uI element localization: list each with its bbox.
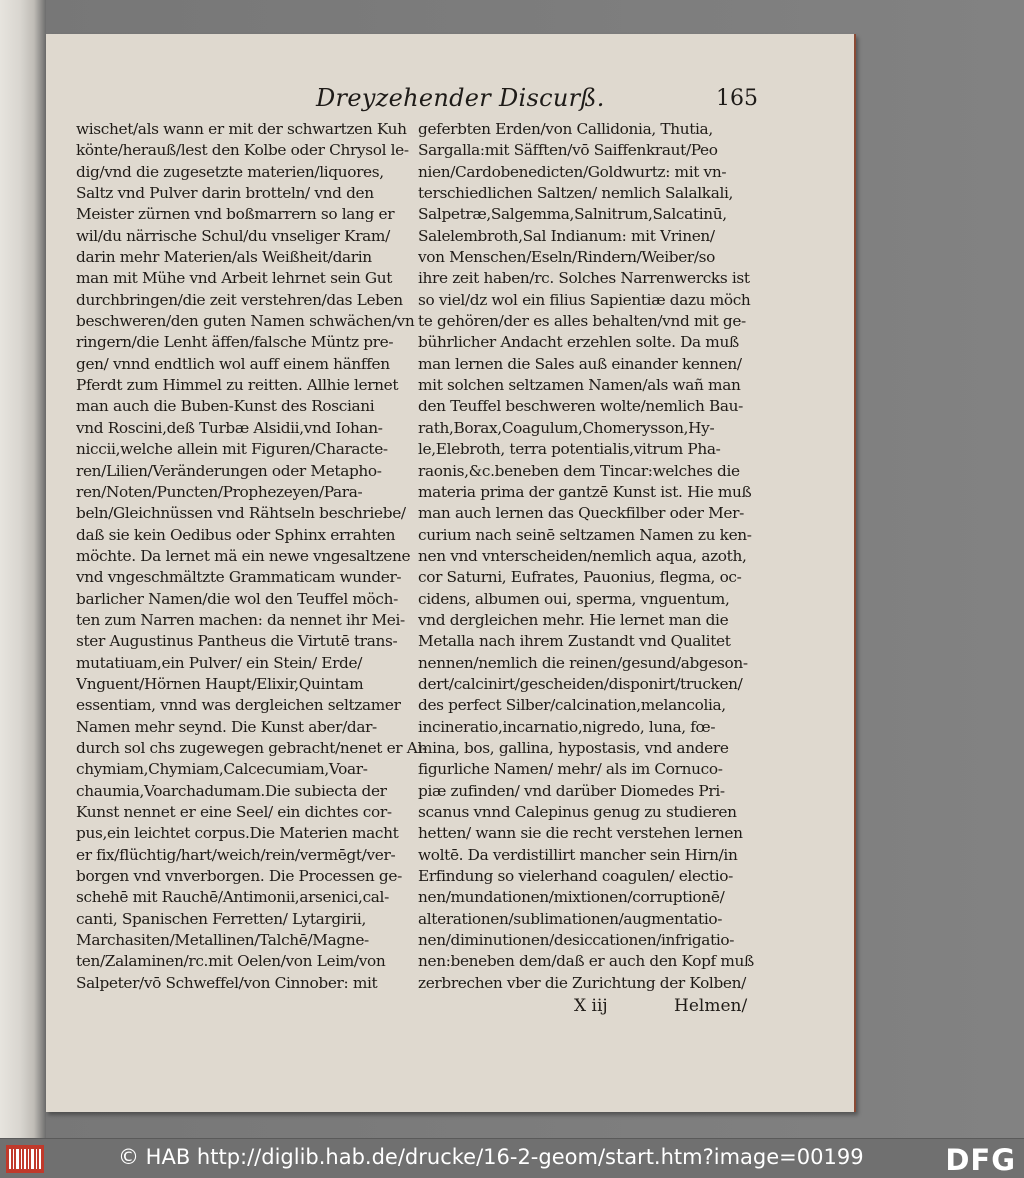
text-line: Namen mehr seynd. Die Kunst aber/dar- [76, 717, 377, 736]
text-line: Meister zürnen vnd boßmarrern so lang er [76, 205, 395, 224]
text-line: hetten/ wann sie die recht verstehen lernen [418, 824, 743, 843]
text-line: alterationen/sublimationen/augmentatio- [418, 909, 723, 928]
text-line: Salpetræ,Salgemma,Salnitrum,Salcatinū, [418, 205, 727, 224]
text-line: zerbrechen vber die Zurichtung der Kolben/ [418, 973, 746, 992]
text-line: ihre zeit haben/rc. Solches Narrenwercks ist [418, 269, 750, 288]
dfg-logo: DFG [945, 1143, 1016, 1177]
text-line: barlicher Namen/die wol den Teuffel möch- [76, 589, 398, 608]
text-line: des perfect Silber/calcination,melancolia, [418, 696, 726, 715]
text-line: dert/calcinirt/gescheiden/disponirt/trucken/ [418, 674, 743, 693]
text-line: materia prima der gantzē Kunst ist. Hie muß [418, 482, 752, 501]
text-line: den Teuffel beschweren wolte/nemlich Bau- [418, 397, 744, 416]
text-line: curium nach seinē seltzamen Namen zu ken- [418, 525, 752, 544]
text-line: figurliche Namen/ mehr/ als im Cornuco- [418, 760, 723, 779]
text-line: man mit Mühe vnd Arbeit lehrnet sein Gut [76, 269, 393, 288]
text-line: Salelembroth,Sal Indianum: mit Vrinen/ [418, 226, 715, 245]
text-line: incineratio,incarnatio,nigredo, luna, fœ- [418, 717, 716, 736]
text-line: essentiam, vnnd was dergleichen seltzamer [76, 696, 401, 715]
text-line: canti, Spanischen Ferretten/ Lytargirii, [76, 909, 366, 928]
text-line: gen/ vnnd endtlich wol auff einem hänffen [76, 354, 390, 373]
text-line: nen/mundationen/mixtionen/corruptionē/ [418, 888, 725, 907]
text-line: Marchasiten/Metallinen/Talchē/Magne- [76, 931, 369, 950]
text-line: ten/Zalaminen/rc.mit Oelen/von Leim/von [76, 952, 386, 971]
text-line: so viel/dz wol ein filius Sapientiæ dazu möch [418, 290, 751, 309]
text-line: chymiam,Chymiam,Calcecumiam,Voar- [76, 760, 368, 779]
text-line: Erfindung so vielerhand coagulen/ electio- [418, 867, 733, 886]
text-line: cidens, albumen oui, sperma, vnguentum, [418, 589, 730, 608]
text-line: möchte. Da lernet mä ein newe vngesaltzene [76, 546, 411, 565]
text-line: nen/diminutionen/desiccationen/infrigatio- [418, 931, 735, 950]
text-line: mina, bos, gallina, hypostasis, vnd andere [418, 738, 729, 757]
text-line: cor Saturni, Eufrates, Pauonius, flegma, oc- [418, 568, 742, 587]
text-line: borgen vnd vnverborgen. Die Processen ge- [76, 867, 402, 886]
text-line: geferbten Erden/von Callidonia, Thutia, [418, 120, 713, 138]
text-line: terschiedlichen Saltzen/ nemlich Salalkali, [418, 184, 734, 203]
facing-page-edge [0, 0, 46, 1138]
text-line: vnd Roscini,deß Turbæ Alsidii,vnd Iohan- [76, 418, 383, 437]
text-line: le,Elebroth, terra potentialis,vitrum Pha- [418, 440, 721, 459]
text-line: scanus vnnd Calepinus genug zu studieren [418, 803, 737, 821]
text-line: nen vnd vnterscheiden/nemlich aqua, azoth, [418, 546, 747, 565]
text-line: nennen/nemlich die reinen/gesund/abgeson- [418, 653, 748, 672]
text-line: vnd vngeschmältzte Grammaticam wunder- [76, 568, 402, 587]
text-line: ringern/die Lenht äffen/falsche Müntz pre- [76, 333, 394, 352]
copyright-link[interactable]: © HAB http://diglib.hab.de/drucke/16-2-geom/start.htm?image=00199 [118, 1145, 864, 1169]
text-line: chaumia,Voarchadumam.Die subiecta der [76, 781, 387, 800]
text-line: raonis,&c.beneben dem Tincar:welches die [418, 461, 740, 480]
text-line: mit solchen seltzamen Namen/als wañ man [418, 376, 741, 395]
text-line: vnd dergleichen mehr. Hie lernet man die [418, 610, 729, 629]
page-number: 165 [716, 86, 758, 111]
text-line: te gehören/der es alles behalten/vnd mit ge- [418, 312, 746, 331]
text-line: Metalla nach ihrem Zustandt vnd Qualitet [418, 632, 731, 651]
text-line: Salpeter/vō Schweffel/von Cinnober: mit [76, 973, 378, 992]
text-line: beschweren/den guten Namen schwächen/vn [76, 312, 415, 331]
text-line: Kunst nennet er eine Seel/ ein dichtes cor- [76, 803, 392, 821]
text-line: Saltz vnd Pulver darin brotteln/ vnd den [76, 184, 374, 203]
text-line: Pferdt zum Himmel zu reitten. Allhie lernet [76, 376, 399, 395]
text-line: mutatiuam,ein Pulver/ ein Stein/ Erde/ [76, 653, 362, 672]
right-column [418, 119, 788, 994]
text-line: piæ zufinden/ vnd darüber Diomedes Pri- [418, 781, 725, 800]
text-line: wil/du närrische Schul/du vnseliger Kram/ [76, 226, 390, 245]
text-line: ren/Noten/Puncten/Prophezeyen/Para- [76, 482, 363, 501]
text-line: man auch die Buben-Kunst des Rosciani [76, 397, 375, 416]
text-line: ren/Lilien/Veränderungen oder Metapho- [76, 461, 382, 480]
text-line: dig/vnd die zugesetzte materien/liquores, [76, 162, 384, 181]
text-line: beln/Gleichnüssen vnd Rähtseln beschriebe/ [76, 504, 406, 523]
text-line: rath,Borax,Coagulum,Chomerysson,Hy- [418, 418, 715, 437]
running-head: Dreyzehender Discurß. [316, 84, 605, 112]
book-page [46, 34, 856, 1112]
text-line: bührlicher Andacht erzehlen solte. Da muß [418, 333, 739, 352]
text-line: durchbringen/die zeit verstehren/das Leben [76, 290, 403, 309]
text-line: schehē mit Rauchē/Antimonii,arsenici,cal- [76, 888, 389, 907]
text-line: ten zum Narren machen: da nennet ihr Mei- [76, 610, 405, 629]
text-line: nen:beneben dem/daß er auch den Kopf muß [418, 952, 754, 971]
text-line: pus,ein leichtet corpus.Die Materien macht [76, 824, 399, 843]
text-line: durch sol chs zugewegen gebracht/nenet er Al- [76, 738, 427, 757]
text-line: woltē. Da verdistillirt mancher sein Hirn/in [418, 845, 738, 864]
text-line: man auch lernen das Queckfilber oder Mer- [418, 504, 744, 523]
text-line: niccii,welche allein mit Figuren/Characte- [76, 440, 388, 459]
text-line: er fix/flüchtig/hart/weich/rein/vermēgt/ver- [76, 845, 396, 864]
text-line: ster Augustinus Pantheus die Virtutē trans- [76, 632, 398, 651]
barcode-icon [6, 1145, 44, 1173]
catchword: Helmen/ [674, 996, 748, 1016]
text-line: daß sie kein Oedibus oder Sphinx errahten [76, 525, 396, 544]
footer-bar [0, 1138, 1024, 1178]
text-line: Vnguent/Hörnen Haupt/Elixir,Quintam [76, 674, 364, 693]
signature-mark: X iij [574, 996, 608, 1016]
text-line: darin mehr Materien/als Weißheit/darin [76, 248, 372, 267]
text-line: man lernen die Sales auß einander kennen/ [418, 354, 742, 373]
text-line: könte/herauß/lest den Kolbe oder Chrysol le- [76, 141, 409, 160]
text-line: von Menschen/Eseln/Rindern/Weiber/so [418, 248, 716, 267]
text-line: nien/Cardobenedicten/Goldwurtz: mit vn- [418, 162, 727, 181]
text-line: wischet/als wann er mit der schwartzen Kuh [76, 120, 407, 138]
left-column [76, 119, 446, 994]
text-line: Sargalla:mit Säfften/vō Saiffenkraut/Peo [418, 141, 718, 160]
